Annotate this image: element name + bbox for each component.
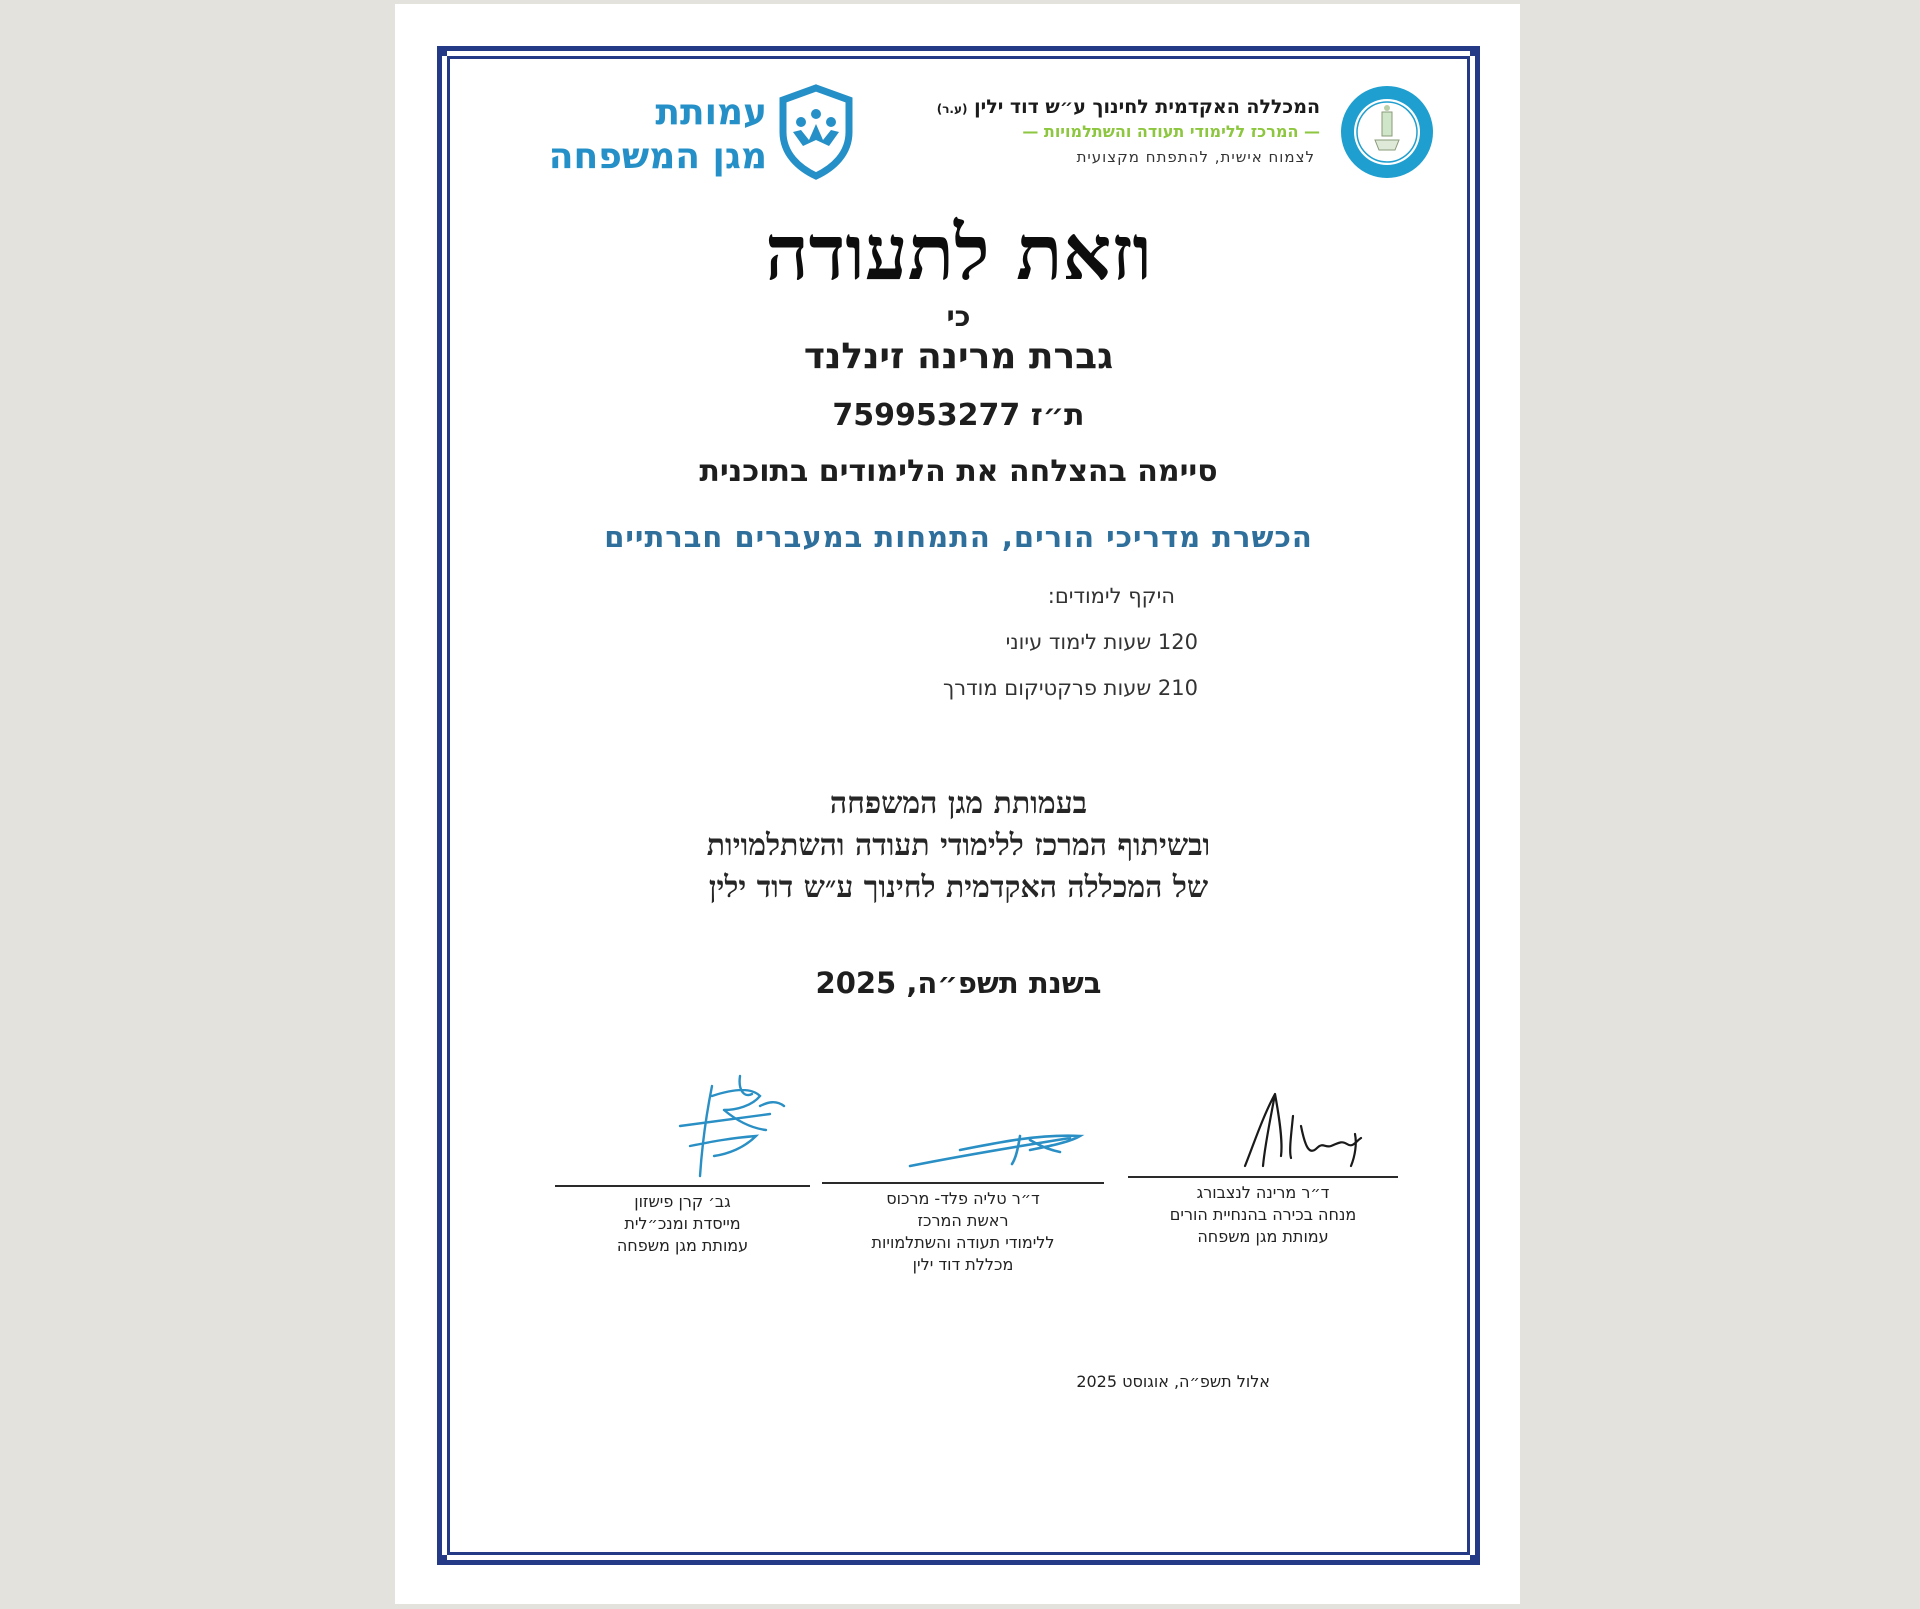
partnership-line-1: בעמותת מגן המשפחה <box>829 786 1088 821</box>
signatory-role: ללימודי תעודה והשתלמויות <box>871 1233 1055 1252</box>
association-name-line1: עמותת <box>655 92 767 133</box>
certificate-page <box>395 4 1520 1604</box>
college-center-name: — המרכז ללימודי תעודה והשתלמויות — <box>1022 122 1320 141</box>
signature-peled-markus <box>900 1116 1100 1176</box>
signatory-role: ראשת המרכז <box>917 1211 1009 1230</box>
signatory-organization: מכללת דוד ילין <box>912 1255 1014 1274</box>
border-corner <box>1470 46 1480 56</box>
college-name <box>937 96 1320 118</box>
shield-family-icon <box>777 84 855 180</box>
signatory-peled-markus <box>822 1188 1104 1276</box>
certificate-content <box>447 56 1470 1555</box>
signature-line <box>555 1185 810 1187</box>
completion-statement: סיימה בהצלחה את הלימודים בתוכנית <box>699 454 1218 489</box>
signatory-name: ד״ר מרינה לנצבורג <box>1196 1183 1330 1202</box>
signatory-organization: עמותת מגן משפחה <box>1197 1227 1329 1246</box>
college-seal-icon <box>1339 84 1435 180</box>
partnership-line-3: של המכללה האקדמית לחינוך ע״ש דוד ילין <box>708 870 1209 905</box>
scope-item-practicum: 210 שעות פרקטיקום מודרך <box>943 676 1198 700</box>
signatory-role: מנחה בכירה בהנחיית הורים <box>1169 1205 1357 1224</box>
program-name: הכשרת מדריכי הורים, התמחות במעברים חברתיים <box>604 520 1313 554</box>
certificate-year: בשנת תשפ״ה, 2025 <box>815 966 1102 1000</box>
signatory-lanzburg <box>1128 1182 1398 1248</box>
college-slogan: לצמוח אישית, להתפתח מקצועית <box>1076 148 1315 166</box>
signature-line <box>822 1182 1104 1184</box>
signature-lanzburg <box>1205 1086 1395 1176</box>
issue-date: אלול תשפ״ה, אוגוסט 2025 <box>1076 1372 1270 1391</box>
id-number: 759953277 <box>832 398 1021 433</box>
partnership-line-2: ובשיתוף המרכז ללימודי תעודה והשתלמויות <box>706 828 1211 863</box>
signatory-role: מייסדת ומנכ״לית <box>624 1214 741 1233</box>
recipient-id <box>447 398 1470 433</box>
signatory-name: גב׳ קרן פישזון <box>634 1192 731 1211</box>
certificate-that: כי <box>946 300 971 333</box>
signature-line <box>1128 1176 1398 1178</box>
signatory-fishzon <box>555 1191 810 1257</box>
border-corner <box>437 1555 447 1565</box>
signatory-organization: עמותת מגן משפחה <box>616 1236 749 1255</box>
scope-item-theory: 120 שעות לימוד עיוני <box>1005 630 1198 654</box>
border-corner <box>1470 1555 1480 1565</box>
id-label: ת״ז <box>1030 398 1085 433</box>
association-name-line2: מגן המשפחה <box>548 136 767 177</box>
certificate-title: וזאת לתעודה <box>765 208 1152 297</box>
border-corner <box>437 46 447 56</box>
college-name-text: המכללה האקדמית לחינוך ע״ש דוד ילין <box>974 96 1320 118</box>
scope-label: היקף לימודים: <box>1047 584 1175 608</box>
signature-fishzon <box>640 1066 810 1186</box>
recipient-name: גברת מרינה זינלנד <box>803 336 1114 377</box>
signatory-name: ד״ר טליה פלד- מרכוס <box>886 1189 1040 1208</box>
college-name-suffix: (ע.ר) <box>936 102 968 116</box>
